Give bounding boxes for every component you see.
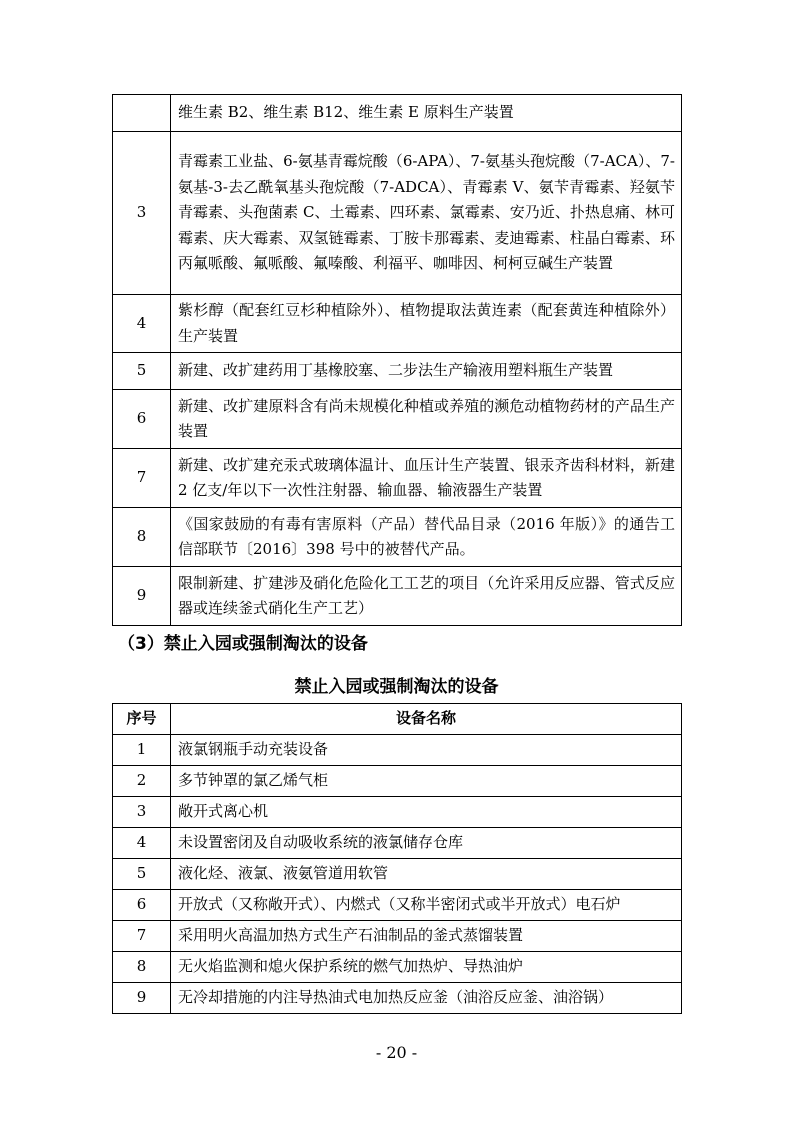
row-text: 无火焰监测和熄火保护系统的燃气加热炉、导热油炉 [171, 952, 682, 983]
table-row [113, 567, 682, 626]
restricted-products-table [112, 94, 682, 626]
table-row [113, 449, 682, 508]
table-row [113, 797, 682, 828]
row-number: 6 [113, 890, 171, 921]
row-number: 6 [113, 390, 171, 449]
table-row [113, 766, 682, 797]
header-number: 序号 [113, 704, 171, 735]
row-number: 7 [113, 449, 171, 508]
row-text: 敞开式离心机 [171, 797, 682, 828]
row-text: 限制新建、扩建涉及硝化危险化工工艺的项目（允许采用反应器、管式反应器或连续釜式硝化生产工艺） [171, 567, 682, 626]
table-row [113, 132, 682, 295]
table-row [113, 952, 682, 983]
section-heading: （3）禁止入园或强制淘汰的设备 [118, 634, 368, 654]
row-number: 3 [113, 797, 171, 828]
row-text: 新建、改扩建原料含有尚未规模化种植或养殖的濒危动植物药材的产品生产装置 [171, 390, 682, 449]
table-header-row [113, 704, 682, 735]
table-row [113, 983, 682, 1014]
table-row [113, 735, 682, 766]
row-text: 新建、改扩建药用丁基橡胶塞、二步法生产输液用塑料瓶生产装置 [171, 353, 682, 390]
row-number: 1 [113, 735, 171, 766]
row-text: 无冷却措施的内注导热油式电加热反应釜（油浴反应釜、油浴锅） [171, 983, 682, 1014]
row-number: 8 [113, 508, 171, 567]
table-row [113, 828, 682, 859]
page-number: - 20 - [375, 1043, 418, 1062]
row-number: 4 [113, 828, 171, 859]
row-number: 5 [113, 353, 171, 390]
table-title: 禁止入园或强制淘汰的设备 [294, 677, 499, 697]
row-text: 采用明火高温加热方式生产石油制品的釜式蒸馏装置 [171, 921, 682, 952]
row-text: 开放式（又称敞开式）、内燃式（又称半密闭式或半开放式）电石炉 [171, 890, 682, 921]
row-text: 新建、改扩建充汞式玻璃体温计、血压计生产装置、银汞齐齿科材料，新建 2 亿支/年以下一次性注射器、输血器、输液器生产装置 [171, 449, 682, 508]
row-number: 5 [113, 859, 171, 890]
row-text: 液化烃、液氯、液氨管道用软管 [171, 859, 682, 890]
table-row [113, 353, 682, 390]
prohibited-equipment-table [112, 703, 682, 1014]
row-number: 3 [113, 132, 171, 295]
row-number: 2 [113, 766, 171, 797]
row-number: 7 [113, 921, 171, 952]
table-row [113, 859, 682, 890]
header-equipment-name: 设备名称 [171, 704, 682, 735]
row-text: 未设置密闭及自动吸收系统的液氯储存仓库 [171, 828, 682, 859]
row-text: 多节钟罩的氯乙烯气柜 [171, 766, 682, 797]
table-row [113, 921, 682, 952]
row-number: 9 [113, 983, 171, 1014]
row-text: 维生素 B2、维生素 B12、维生素 E 原料生产装置 [171, 95, 682, 132]
row-text: 青霉素工业盐、6-氨基青霉烷酸（6-APA）、7-氨基头孢烷酸（7-ACA）、7-氨基-3-去乙酰氧基头孢烷酸（7-ADCA）、青霉素 V、氨苄青霉素、羟氨苄青霉素、头孢菌素 C、土霉素、四环素、氯霉素、安乃近、扑热息痛、林可霉素、庆大霉素、双氢链霉素、丁胺卡那霉素、麦迪霉素、柱晶白霉素、环丙氟哌酸、氟哌酸、氟嗪酸、利福平、咖啡因、柯柯豆碱生产装置 [171, 132, 682, 295]
table-row [113, 390, 682, 449]
row-text: 紫杉醇（配套红豆杉种植除外）、植物提取法黄连素（配套黄连种植除外）生产装置 [171, 295, 682, 353]
row-text: 《国家鼓励的有毒有害原料（产品）替代品目录（2016 年版）》的通告工信部联节〔2016〕398 号中的被替代产品。 [171, 508, 682, 567]
row-number: 4 [113, 295, 171, 353]
row-text: 液氯钢瓶手动充装设备 [171, 735, 682, 766]
row-number: 8 [113, 952, 171, 983]
row-number: 9 [113, 567, 171, 626]
table-row [113, 890, 682, 921]
table-row [113, 295, 682, 353]
table-row [113, 95, 682, 132]
row-number [113, 95, 171, 132]
table-row [113, 508, 682, 567]
